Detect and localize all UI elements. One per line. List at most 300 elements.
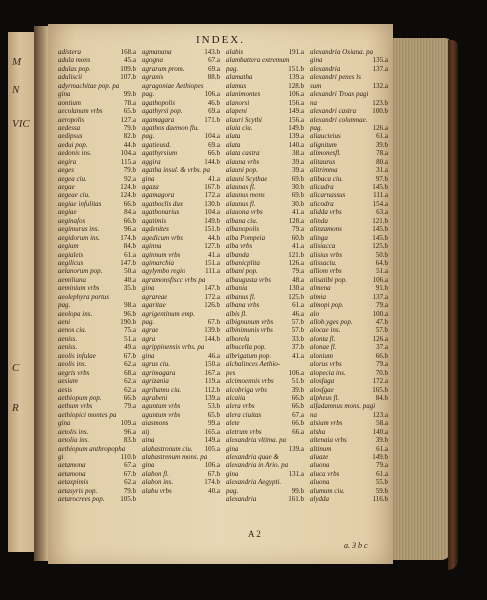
index-entry-page: 79.a [376, 301, 388, 310]
index-entry [58, 116, 136, 124]
index-entry [142, 386, 220, 394]
index-entry-page: 111.a [373, 191, 388, 200]
index-entry [310, 175, 388, 183]
index-entry [142, 65, 220, 73]
index-entry [310, 326, 388, 334]
index-entry-page: 172.a [204, 191, 220, 200]
index-entry-page: 174.b [204, 478, 220, 487]
index-entry [226, 419, 304, 427]
index-entry [310, 487, 388, 495]
index-entry [58, 82, 136, 90]
index-entry-term: alocae ins. [310, 326, 341, 335]
index-entry-page: 57.b [375, 326, 388, 335]
index-entry-page: 67.b [123, 351, 136, 360]
index-entry [58, 191, 136, 199]
index-entry-page: 50.a [124, 267, 136, 276]
index-entry-page: 123.b [372, 98, 388, 107]
index-entry-term: albinimunis vrbs [226, 326, 273, 335]
index-entry [310, 242, 388, 250]
index-entry-page: 79.b [123, 486, 136, 495]
index-entry [226, 478, 304, 486]
index-entry-page: 98.a [124, 301, 136, 310]
index-entry-page: 104.a [204, 208, 220, 217]
index-entry [58, 208, 136, 216]
index-entry [226, 99, 304, 107]
index-entry-page: 79.b [123, 123, 136, 132]
index-entry [142, 225, 220, 233]
index-entry [226, 82, 304, 90]
index-entry [58, 242, 136, 250]
index-entry-page: 40.a [208, 486, 220, 495]
index-entry [142, 217, 220, 225]
index-entry-term: aiasmons [142, 419, 169, 428]
index-entry-page: 79.a [292, 267, 304, 276]
index-entry-term: alorus vrbs [310, 360, 342, 369]
index-entry-page: 53.b [207, 402, 220, 411]
left-page-fragment: M [12, 56, 22, 68]
index-entry-term: agamagara [142, 115, 175, 124]
index-entry [58, 73, 136, 81]
index-entry-page: 106.a [288, 368, 304, 377]
index-entry-term: agramonsfiscc vrbs pa [142, 275, 206, 284]
index-entry-page: 109.a [120, 419, 136, 428]
left-page-fragment: C [12, 362, 20, 374]
page-header: INDEX. [196, 34, 245, 46]
index-entry-term: albanopolis [226, 225, 260, 234]
index-entry-page: 92.a [124, 174, 136, 183]
index-entry-page: 67.a [124, 461, 136, 470]
index-entry-term: alabastronum ciu. [142, 444, 193, 453]
index-entry-page: 69.a [208, 64, 220, 73]
index-entry-term: aontium [58, 98, 81, 107]
index-entry [58, 461, 136, 469]
index-entry [226, 73, 304, 81]
index-entry-page: 62.a [124, 360, 136, 369]
index-entry-page: 151.a [204, 258, 220, 267]
index-entry-term: alopecia ins. [310, 368, 346, 377]
index-entry-page: 38.a [292, 149, 304, 158]
index-entry [226, 259, 304, 267]
index-entry-term: gina [58, 90, 71, 99]
index-entry [58, 436, 136, 444]
index-entry-term: agrarum prom. [142, 64, 185, 73]
index-entry-term: aluca vrbs [310, 469, 340, 478]
left-page-fragment: VIC [12, 118, 30, 130]
index-entry [58, 276, 136, 284]
index-entry [310, 436, 388, 444]
index-entry [310, 428, 388, 436]
index-entry-page: 88.b [207, 73, 220, 82]
index-entry-term: pag. [142, 318, 155, 326]
index-entry [58, 377, 136, 385]
index-entry-page: 105.a [204, 444, 220, 453]
index-entry-page: 139.b [204, 326, 220, 335]
index-entry-term: aethiopum anthropopha [58, 444, 126, 453]
index-entry-term: agimarchia [142, 258, 175, 267]
index-entry-term: gina [142, 351, 155, 360]
index-entry [58, 453, 136, 461]
index-entry-term: albanicplita [226, 258, 260, 267]
index-entry-term: alicarnassus [310, 191, 346, 200]
index-entry [310, 369, 388, 377]
index-entry-page: 62.a [124, 385, 136, 394]
index-entry [58, 267, 136, 275]
index-entry-page: 126.a [372, 334, 388, 343]
index-entry-page: 61.a [376, 469, 388, 478]
index-entry-term: adyrmachitae pop. pa [58, 81, 120, 90]
catchword: a. 3 b c [344, 541, 368, 550]
index-entry [226, 326, 304, 334]
index-entry-term: agathyrsium [142, 149, 177, 158]
index-entry [310, 56, 388, 64]
index-entry [142, 200, 220, 208]
index-entry [58, 352, 136, 360]
index-entry-page: 128.b [288, 81, 304, 90]
index-entry [226, 343, 304, 351]
index-entry [226, 234, 304, 242]
index-entry [142, 191, 220, 199]
index-entry [58, 445, 136, 453]
index-entry [226, 107, 304, 115]
index-entry [142, 141, 220, 149]
index-entry-term: agrae [142, 326, 159, 335]
index-entry-page: 51.a [376, 267, 388, 276]
index-entry-term: aesis [58, 385, 72, 394]
index-entry-term: agathonarius [142, 208, 180, 217]
index-entry-page: 79.a [124, 402, 136, 411]
index-entry [58, 318, 136, 326]
index-entry-term: aegira [58, 157, 77, 166]
index-entry-term: alpheus fl. [310, 393, 340, 402]
index-entry [226, 293, 304, 301]
index-entry [58, 175, 136, 183]
index-entry-page: 126.b [204, 301, 220, 310]
index-entry-page: 124.b [120, 183, 136, 191]
index-entry [58, 369, 136, 377]
index-entry-term: aenos ciu. [58, 326, 87, 335]
index-entry [310, 217, 388, 225]
index-entry-page: 139.a [288, 444, 304, 453]
index-entry-term: alete [226, 419, 240, 428]
index-entry-term: agathopolis [142, 98, 176, 107]
index-entry-term: alexandri Troas pagi [310, 90, 369, 99]
index-entry-term: agragoniae Aethiopes [142, 81, 204, 90]
index-entry-term: alonium [310, 351, 333, 360]
index-entry-term: aliaucteius [310, 132, 341, 141]
index-entry-term: agaritae [142, 301, 166, 310]
index-entry-page: 69.b [291, 191, 304, 200]
index-entry-term: agrippinensis vrbs. pa [142, 343, 205, 352]
index-entry-term: agrihamu ciu. [142, 385, 182, 394]
index-entry-term: agrigentinum emp. [142, 309, 195, 318]
index-entry-page: 147.b [204, 284, 220, 293]
index-entry-term: aemiliana [58, 275, 86, 284]
index-entry-page: 167.b [204, 183, 220, 191]
index-entry [310, 141, 388, 149]
index-entry [310, 183, 388, 191]
index-entry-page: 65.b [207, 410, 220, 419]
index-entry-term: alborela [226, 334, 250, 343]
index-entry-page: 68.a [124, 368, 136, 377]
index-entry-term: alaia ciu. [226, 123, 253, 132]
index-entry-term: alidda vrbs [310, 208, 342, 217]
index-entry [58, 48, 136, 56]
index-entry-term: aletrum vrbs [226, 427, 262, 436]
index-entry [226, 470, 304, 478]
index-entry-term: aguntum vrbs [142, 410, 181, 419]
index-entry-page: 59.b [375, 486, 388, 495]
index-entry [226, 284, 304, 292]
index-entry-term: albucella pop. [226, 343, 267, 352]
index-entry-term: aeolis infulae [58, 351, 96, 360]
index-entry [310, 386, 388, 394]
index-entry [142, 453, 220, 461]
index-entry-term: agrizania [142, 377, 169, 386]
index-entry-term: alicodra [310, 199, 334, 208]
index-entry [142, 82, 220, 90]
index-entry [58, 132, 136, 140]
index-entry-page: 65.b [123, 107, 136, 116]
index-entry-page: 96.a [124, 225, 136, 234]
index-entry [142, 352, 220, 360]
index-entry-term: agranis [142, 73, 164, 82]
index-entry [310, 276, 388, 284]
index-entry-page: 112.b [204, 385, 220, 394]
index-entry-page: 39.b [375, 140, 388, 149]
index-entry-page: 168.a [120, 48, 136, 56]
index-entry-term: aij [142, 427, 150, 436]
index-entry-page: 99.b [123, 90, 136, 99]
index-entry-term: alinzamons [310, 225, 342, 234]
index-entry-term: almopi pop. [310, 301, 344, 310]
index-entry-term: aethiopici montes pa [58, 410, 117, 419]
index-entry-page: 151.b [204, 225, 220, 234]
index-entry-page: 97.b [375, 174, 388, 183]
index-entry-term: aegium [58, 242, 79, 251]
index-entry-term: alauni pop. [226, 166, 258, 175]
index-entry [58, 166, 136, 174]
index-entry [58, 234, 136, 242]
index-entry [226, 394, 304, 402]
index-entry [142, 436, 220, 444]
index-entry-page: 66.b [291, 393, 304, 402]
index-entry-page: 41.a [292, 351, 304, 360]
index-entry-page: 35.b [123, 284, 136, 293]
index-entry-page: 139.a [204, 393, 220, 402]
index-entry [142, 343, 220, 351]
index-entry [226, 191, 304, 199]
index-entry-term: agedicum vrbs [142, 233, 184, 242]
index-entry-term: adulas pop. [58, 64, 91, 73]
index-entry-term: gina [58, 419, 71, 428]
index-entry [142, 166, 220, 174]
index-entry-term: alata [226, 140, 241, 149]
index-entry [58, 90, 136, 98]
index-entry-term: alonae fl. [310, 343, 337, 352]
index-entry-page: 135.a [372, 56, 388, 65]
index-entry-page: 51.a [124, 334, 136, 343]
index-entry [58, 411, 136, 419]
index-entry-term: alsium vrbs [310, 419, 343, 428]
index-entry-page: 55.b [375, 478, 388, 487]
index-entry [226, 411, 304, 419]
index-entry-term: albrigatum pop. [226, 351, 272, 360]
index-entry-page: 165.a [204, 427, 220, 436]
index-entry [310, 208, 388, 216]
index-entry-page: 67.a [208, 56, 220, 65]
index-entry-term: agathyrsi pop. [142, 107, 183, 116]
index-entry [310, 360, 388, 368]
index-entry-page: 37.a [376, 343, 388, 352]
index-entry [226, 183, 304, 191]
index-entry-page: 132.a [372, 81, 388, 90]
index-entry-page: 96.a [124, 427, 136, 436]
index-entry-term: agathoclis dux [142, 199, 184, 208]
index-entry-page: 110.b [120, 453, 136, 461]
index-entry-page: 30.b [291, 183, 304, 191]
index-entry-page: 105.b [120, 495, 136, 504]
index-entry-term: aeginafos [58, 216, 86, 225]
index-entry-term: pes [226, 368, 236, 377]
index-entry-page: 62.a [124, 478, 136, 487]
index-entry [142, 99, 220, 107]
index-entry [142, 276, 220, 284]
index-entry-term: agathos daemon flu. [142, 123, 199, 132]
index-entry-page: 79.a [292, 225, 304, 234]
index-entry-term: agatieusd. [142, 140, 171, 149]
index-entry [226, 65, 304, 73]
index-entry-page: 106.a [204, 90, 220, 99]
index-entry [310, 48, 388, 56]
index-entry-term: alexandri penes ls [310, 73, 361, 82]
index-entry-page: 172.a [372, 377, 388, 386]
index-entry [310, 301, 388, 309]
index-entry-term: aeniss. [58, 334, 78, 343]
index-entry-page: 104.a [120, 149, 136, 158]
index-entry-page: 156.a [288, 115, 304, 124]
index-entry [226, 124, 304, 132]
index-entry-term: alabu vrbs [142, 486, 172, 495]
index-entry-page: 41.a [292, 242, 304, 251]
index-entry [142, 470, 220, 478]
index-entry [226, 445, 304, 453]
index-entry-page: 107.b [120, 73, 136, 82]
index-entry-page: 121.b [372, 216, 388, 225]
index-entry-page: 67.b [207, 318, 220, 326]
index-entry-term: pag. [58, 301, 71, 310]
index-entry [226, 56, 304, 64]
index-entry-term: aina [142, 436, 155, 445]
index-entry [142, 301, 220, 309]
index-entry-page: 40.a [124, 275, 136, 284]
index-entry-page: 191.a [288, 48, 304, 56]
index-entry-page: 145.b [372, 233, 388, 242]
book-cover [448, 40, 458, 570]
index-entry-term: agamagora [142, 191, 175, 200]
index-entry-term: aggira [142, 157, 161, 166]
index-entry-term: alumum ciu. [310, 486, 345, 495]
index-entry-page: 150.a [204, 360, 220, 369]
index-entry [310, 132, 388, 140]
index-entry [58, 56, 136, 64]
index-entry [226, 301, 304, 309]
index-entry-page: 67.a [292, 410, 304, 419]
index-entry-page: 64.b [375, 258, 388, 267]
index-entry-term: aeolephyra portus [58, 292, 110, 301]
index-entry [310, 225, 388, 233]
book-gutter [34, 26, 48, 561]
index-entry-page: 39.a [292, 166, 304, 175]
index-entry-term: gina [142, 174, 155, 183]
index-entry [310, 335, 388, 343]
index-entry-page: 69.b [291, 174, 304, 183]
index-entry [142, 267, 220, 275]
index-entry-page: 100.b [372, 107, 388, 116]
index-entry-term: alanorsi [226, 98, 250, 107]
index-entry-term: aginnum vrbs [142, 250, 181, 259]
index-entry [226, 251, 304, 259]
index-entry-term: agra [142, 334, 156, 343]
index-entry-term: aeni [58, 318, 71, 326]
index-entry [142, 56, 220, 64]
index-entry-term: alo [310, 309, 319, 318]
index-entry [142, 445, 220, 453]
index-entry [58, 149, 136, 157]
index-entry-term: alexandria Aegypti. [226, 478, 282, 487]
index-entry-page: 109.b [120, 64, 136, 73]
index-entry-page: 121.b [288, 250, 304, 259]
index-entry-term: aetarocrees pop. [58, 495, 105, 504]
index-entry-page: 165.b [372, 385, 388, 394]
index-entry-term: alexandria [226, 495, 257, 504]
index-entry [58, 360, 136, 368]
index-entry [142, 369, 220, 377]
index-entry [58, 495, 136, 503]
index-entry-term: albani pop. [226, 267, 258, 276]
index-entry-term: aethiopum pop. [58, 393, 102, 402]
index-entry-term: aecolanum vrbs [58, 107, 103, 116]
index-column [226, 48, 304, 504]
index-entry-term: aetamona [58, 469, 86, 478]
index-entry [142, 310, 220, 318]
index-entry-term: almena [310, 284, 331, 293]
index-entry [142, 90, 220, 98]
index-entry [226, 141, 304, 149]
index-entry-page: 149.b [372, 453, 388, 461]
index-entry-term: alliom vrbs [310, 267, 342, 276]
index-entry [226, 208, 304, 216]
index-entry [58, 217, 136, 225]
index-entry-term: agdenites [142, 225, 169, 234]
index-entry-page: 61.a [376, 444, 388, 453]
index-entry-page: 33.b [291, 334, 304, 343]
index-entry-page: 130.b [204, 199, 220, 208]
index-entry [58, 478, 136, 486]
index-entry-page: 139.a [288, 73, 304, 82]
index-entry-term: alauna vrbs [226, 157, 260, 166]
signature-mark: A 2 [248, 529, 261, 539]
index-entry-term: agrimagara [142, 368, 176, 377]
index-entry-term: aluona [310, 478, 330, 487]
left-page-fragment: R [12, 402, 19, 414]
index-entry-page: 39.a [292, 157, 304, 166]
index-entry-term: agatimis [142, 216, 167, 225]
index-entry-term: gina [142, 284, 155, 293]
index-entry-page: 78.a [124, 98, 136, 107]
index-entry-term: alera vrbs [226, 402, 255, 411]
index-entry [226, 310, 304, 318]
index-entry [142, 284, 220, 292]
